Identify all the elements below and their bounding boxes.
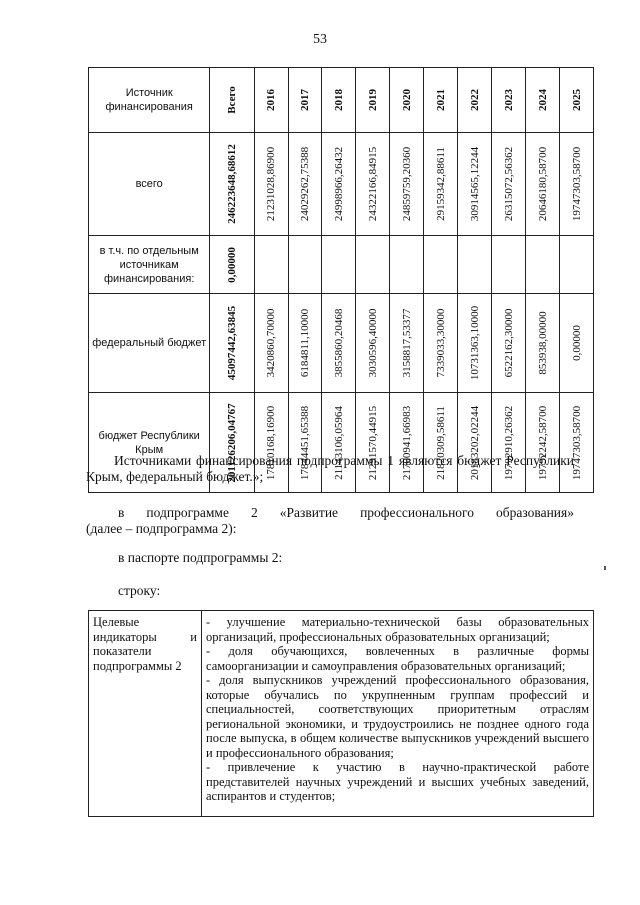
cell-total: 45097442,63845 xyxy=(210,294,254,393)
column-header-2024: 2024 xyxy=(526,68,560,133)
list-item: - доля обучающихся, вовлеченных в различные формы самоорганизации и самоуправления образовательных организаций; xyxy=(206,644,589,673)
indicators-row xyxy=(89,611,594,817)
financing-table xyxy=(88,67,594,493)
table-row-separate-sources xyxy=(89,236,594,294)
scan-mark xyxy=(604,566,606,570)
indicators-label-line: показатели xyxy=(93,644,152,658)
column-header-total: Всего xyxy=(210,68,254,133)
table-cell: 17844451,65388 xyxy=(288,393,322,493)
row-label-federal: федеральный бюджет xyxy=(89,294,210,393)
table-cell xyxy=(560,236,594,294)
table-cell: 24859759,20360 xyxy=(390,133,424,236)
table-cell: 19747303,58700 xyxy=(560,393,594,493)
table-cell: 20183202,02244 xyxy=(458,393,492,493)
table-cell: 17810168,16900 xyxy=(254,393,288,493)
passport-paragraph: в паспорте подпрограммы 2: xyxy=(118,550,283,565)
table-cell: 3158817,53377 xyxy=(390,294,424,393)
table-cell: 19792910,26362 xyxy=(492,393,526,493)
table-row-federal xyxy=(89,294,594,393)
row-label-separate-sources: в т.ч. по отдельным источникам финансирования: xyxy=(89,236,210,294)
table-cell: 19792242,58700 xyxy=(526,393,560,493)
subprogram-2-line-continued: (далее – подпрограмма 2): xyxy=(86,521,237,536)
list-item: - улучшение материально-технической базы образовательных организаций, профессиональных образовательных организаций; xyxy=(206,615,589,644)
table-cell: 6522162,30000 xyxy=(492,294,526,393)
column-header-2016: 2016 xyxy=(254,68,288,133)
cell-total: 246223648,68612 xyxy=(210,133,254,236)
column-header-2018: 2018 xyxy=(322,68,356,133)
indicators-label-cell xyxy=(89,611,202,817)
column-header-2023: 2023 xyxy=(492,68,526,133)
row-label-total: всего xyxy=(89,133,210,236)
indicators-items-cell xyxy=(202,611,594,817)
cell-total: 201126206,04767 xyxy=(210,393,254,493)
column-header-2025: 2025 xyxy=(560,68,594,133)
table-cell: 21231028,86900 xyxy=(254,133,288,236)
column-header-2021: 2021 xyxy=(424,68,458,133)
table-cell: 19747303,58700 xyxy=(560,133,594,236)
table-cell xyxy=(492,236,526,294)
table-cell: 3855860,20468 xyxy=(322,294,356,393)
indicators-label-line: индикаторы и xyxy=(93,629,197,644)
table-cell xyxy=(288,236,322,294)
table-cell: 21820309,58611 xyxy=(424,393,458,493)
table-cell xyxy=(356,236,390,294)
column-header-2020: 2020 xyxy=(390,68,424,133)
financing-sources-paragraph: Источниками финансирования подпрограммы 1 являются бюджет Республики Крым, федеральный бюджет.»; xyxy=(86,453,574,484)
table-cell: 24998966,26432 xyxy=(322,133,356,236)
cell-total: 0,00000 xyxy=(210,236,254,294)
table-cell: 3030596,40000 xyxy=(356,294,390,393)
table-cell: 6184811,10000 xyxy=(288,294,322,393)
table-cell xyxy=(458,236,492,294)
table-cell: 7339033,30000 xyxy=(424,294,458,393)
indicators-label-line: Целевые xyxy=(93,615,140,629)
table-cell: 10731363,10000 xyxy=(458,294,492,393)
table-cell: 26315072,56362 xyxy=(492,133,526,236)
subprogram-2-line: в подпрограмме 2 «Развитие профессионального образования» xyxy=(118,505,574,520)
indicators-table xyxy=(88,610,594,817)
table-cell: 21143106,05964 xyxy=(322,393,356,493)
table-cell xyxy=(424,236,458,294)
table-cell: 0,00000 xyxy=(560,294,594,393)
table-cell: 24029262,75388 xyxy=(288,133,322,236)
header-label: Источник финансирования xyxy=(89,68,210,133)
column-header-2022: 2022 xyxy=(458,68,492,133)
table-cell: 30914565,12244 xyxy=(458,133,492,236)
table-cell: 21291570,44915 xyxy=(356,393,390,493)
table-cell xyxy=(322,236,356,294)
column-header-2019: 2019 xyxy=(356,68,390,133)
table-header-row xyxy=(89,68,594,133)
table-cell xyxy=(254,236,288,294)
column-header-2017: 2017 xyxy=(288,68,322,133)
page-number: 53 xyxy=(313,32,327,47)
table-cell: 20646180,58700 xyxy=(526,133,560,236)
indicators-label-line: подпрограммы 2 xyxy=(93,658,182,673)
table-cell: 29159342,88611 xyxy=(424,133,458,236)
table-row-total xyxy=(89,133,594,236)
table-cell xyxy=(526,236,560,294)
table-cell: 24322166,84915 xyxy=(356,133,390,236)
table-cell: 3420860,70000 xyxy=(254,294,288,393)
list-item: - доля выпускников учреждений профессионального образования, которые обучались по укрупненным группам профессий и специальностей, соответствующих приоритетным отраслям региональной экономики, и трудоустроились не позднее одного года после выпуска, в общем количестве выпускников учреждений высшего и профессионального образования; xyxy=(206,673,589,760)
row-paragraph: строку: xyxy=(118,583,161,598)
table-cell: 853938,00000 xyxy=(526,294,560,393)
list-item: - привлечение к участию в научно-практической работе представителей научных учреждений и высших учебных заведений, аспирантов и студентов; xyxy=(206,760,589,803)
row-label-crimea-budget: бюджет Республики Крым xyxy=(89,393,210,493)
table-cell xyxy=(390,236,424,294)
table-cell: 21700941,66983 xyxy=(390,393,424,493)
